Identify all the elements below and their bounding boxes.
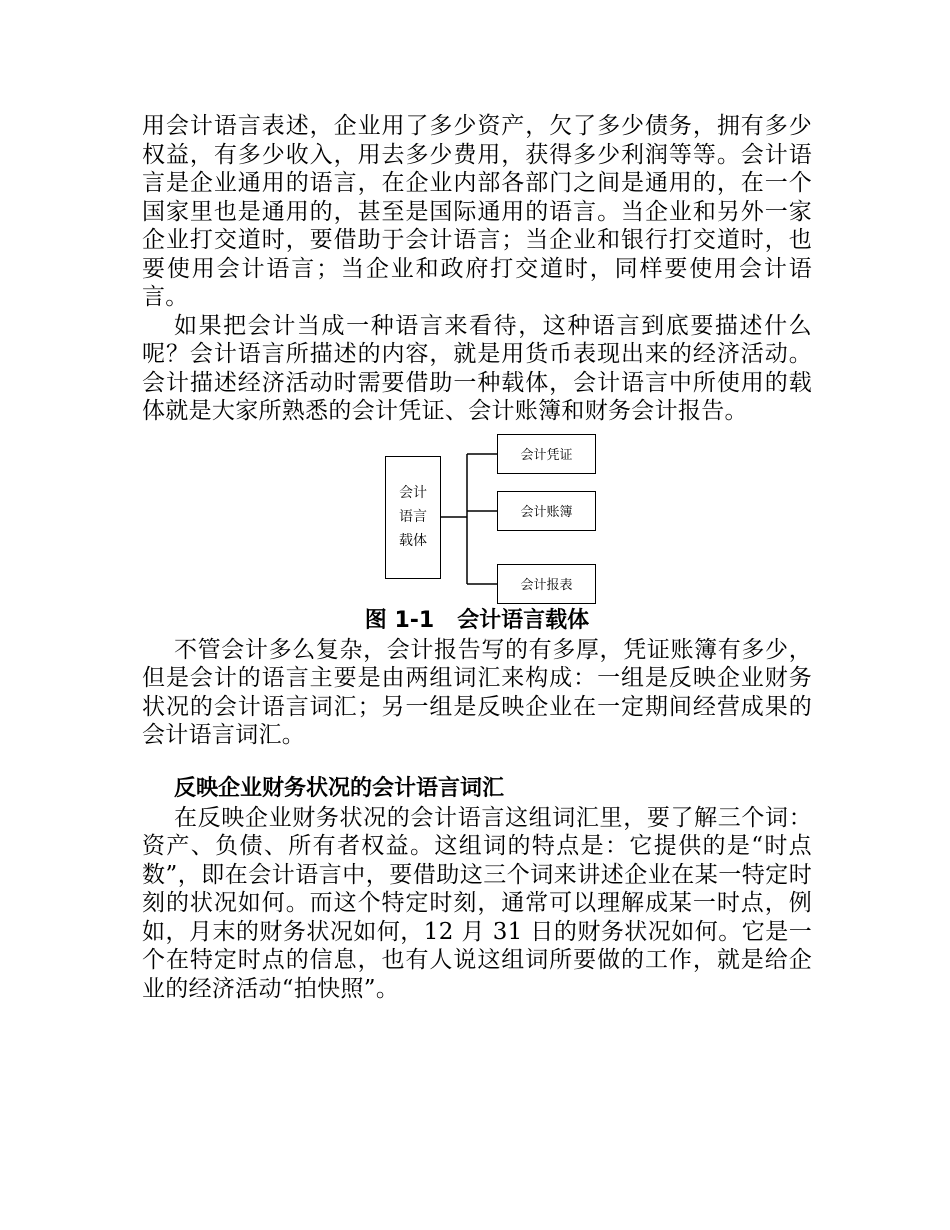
document-page bbox=[142, 112, 812, 1003]
main-box-line-2: 语言 bbox=[399, 509, 427, 525]
main-box-line-1: 会计 bbox=[399, 485, 427, 501]
paragraph-3: 不管会计多么复杂，会计报告写的有多厚，凭证账簿有多少，但是会计的语言主要是由两组词汇来构成：一组是反映企业财务状况的会计语言词汇；另一组是反映企业在一定期间经营成果的会计语言词汇。 bbox=[142, 636, 812, 748]
accounting-carrier-diagram bbox=[142, 434, 812, 604]
main-box-accounting-language-carrier bbox=[385, 456, 441, 579]
figure-caption: 图 1-1 会计语言载体 bbox=[364, 607, 590, 633]
paragraph-2: 如果把会计当成一种语言来看待，这种语言到底要描述什么呢？会计语言所描述的内容，就是用货币表现出来的经济活动。会计描述经济活动时需要借助一种载体，会计语言中所使用的载体就是大家所熟悉的会计凭证、会计账簿和财务会计报告。 bbox=[142, 312, 812, 424]
main-box-line-3: 载体 bbox=[399, 533, 427, 549]
section-heading: 反映企业财务状况的会计语言词汇 bbox=[174, 775, 505, 801]
paragraph-4: 在反映企业财务状况的会计语言这组词汇里，要了解三个词：资产、负债、所有者权益。这组词的特点是：它提供的是“时点数”，即在会计语言中，要借助这三个词来讲述企业在某一特定时刻的状况如何。而这个特定时刻，通常可以理解成某一时点，例如，月末的财务状况如何，12 月 31 日的财务状况如何。它是一个在特定时点的信息，也有人说这组词所要做的工作，就是给企业的经济活动“拍快照”。 bbox=[142, 804, 812, 1002]
paragraph-1: 用会计语言表述，企业用了多少资产，欠了多少债务，拥有多少权益，有多少收入，用去多少费用，获得多少利润等等。会计语言是企业通用的语言，在企业内部各部门之间是通用的，在一个国家里也是通用的，甚至是国际通用的语言。当企业和另外一家企业打交道时，要借助于会计语言；当企业和银行打交道时，也要使用会计语言；当企业和政府打交道时，同样要使用会计语言。 bbox=[142, 113, 812, 310]
branch-box-statements: 会计报表 bbox=[497, 564, 596, 604]
diagram-connectors bbox=[142, 434, 812, 604]
branch-box-vouchers: 会计凭证 bbox=[497, 434, 596, 474]
branch-box-ledgers: 会计账簿 bbox=[497, 491, 596, 531]
